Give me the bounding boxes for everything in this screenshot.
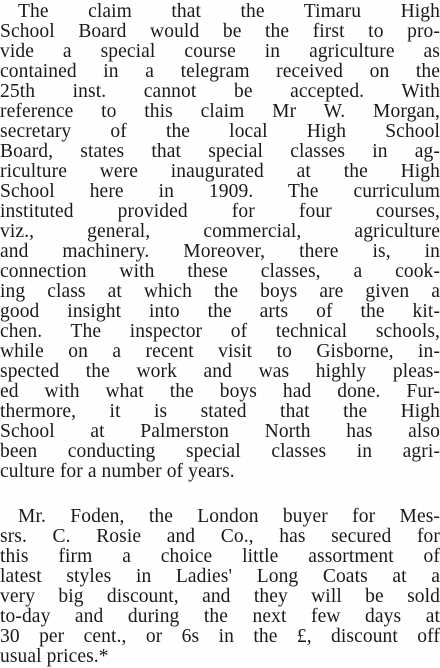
paragraph-1-line-8: Board, states that special classes in ag- [0,142,440,162]
paragraph-1-line-22: School at Palmerston North has also [0,422,440,442]
paragraph-1-line-12: viz., general, commercial, agriculture [0,222,440,242]
paragraph-1-line-2: School Board would be the first to pro- [0,22,440,42]
paragraph-1-line-16: good insight into the arts of the kit- [0,302,440,322]
paragraph-1-line-21: thermore, it is stated that the High [0,402,440,422]
paragraph-2-line-8: usual prices.* [0,647,109,667]
paragraph-1-line-23: been conducting special classes in agri- [0,442,440,462]
paragraph-2-line-1: Mr. Foden, the London buyer for Mes- [18,507,440,527]
paragraph-1-line-15: ing class at which the boys are given a [0,282,440,302]
paragraph-1-line-17: chen. The inspector of technical schools, [0,322,440,342]
paragraph-2-line-2: srs. C. Rosie and Co., has secured for [0,527,440,547]
paragraph-1-line-19: spected the work and was highly pleas- [0,362,440,382]
paragraph-1-line-6: reference to this claim Mr W. Morgan, [0,102,440,122]
paragraph-1-line-24: culture for a number of years. [0,462,235,482]
paragraph-1-line-18: while on a recent visit to Gisborne, in- [0,342,440,362]
paragraph-1-line-7: secretary of the local High School [0,122,440,142]
paragraph-1-line-14: connection with these classes, a cook- [0,262,440,282]
paragraph-1-line-5: 25th inst. cannot be accepted. With [0,82,440,102]
paragraph-2-line-3: this firm a choice little assortment of [0,547,440,567]
paragraph-1-line-1: The claim that the Timaru High [18,2,440,22]
paragraph-1-line-9: riculture were inaugurated at the High [0,162,440,182]
paragraph-2-line-6: to-day and during the next few days at [0,607,440,627]
paragraph-1-line-11: instituted provided for four courses, [0,202,440,222]
paragraph-1-line-13: and machinery. Moreover, there is, in [0,242,440,262]
paragraph-2-line-5: very big discount, and they will be sold [0,587,440,607]
paragraph-2-line-7: 30 per cent., or 6s in the £, discount off [0,627,440,647]
paragraph-2-line-4: latest styles in Ladies' Long Coats at a [0,567,440,587]
paragraph-1-line-4: contained in a telegram received on the [0,62,440,82]
paragraph-1-line-20: ed with what the boys had done. Fur- [0,382,440,402]
paragraph-1-line-10: School here in 1909. The curriculum [0,182,440,202]
paragraph-1-line-3: vide a special course in agriculture as [0,42,440,62]
